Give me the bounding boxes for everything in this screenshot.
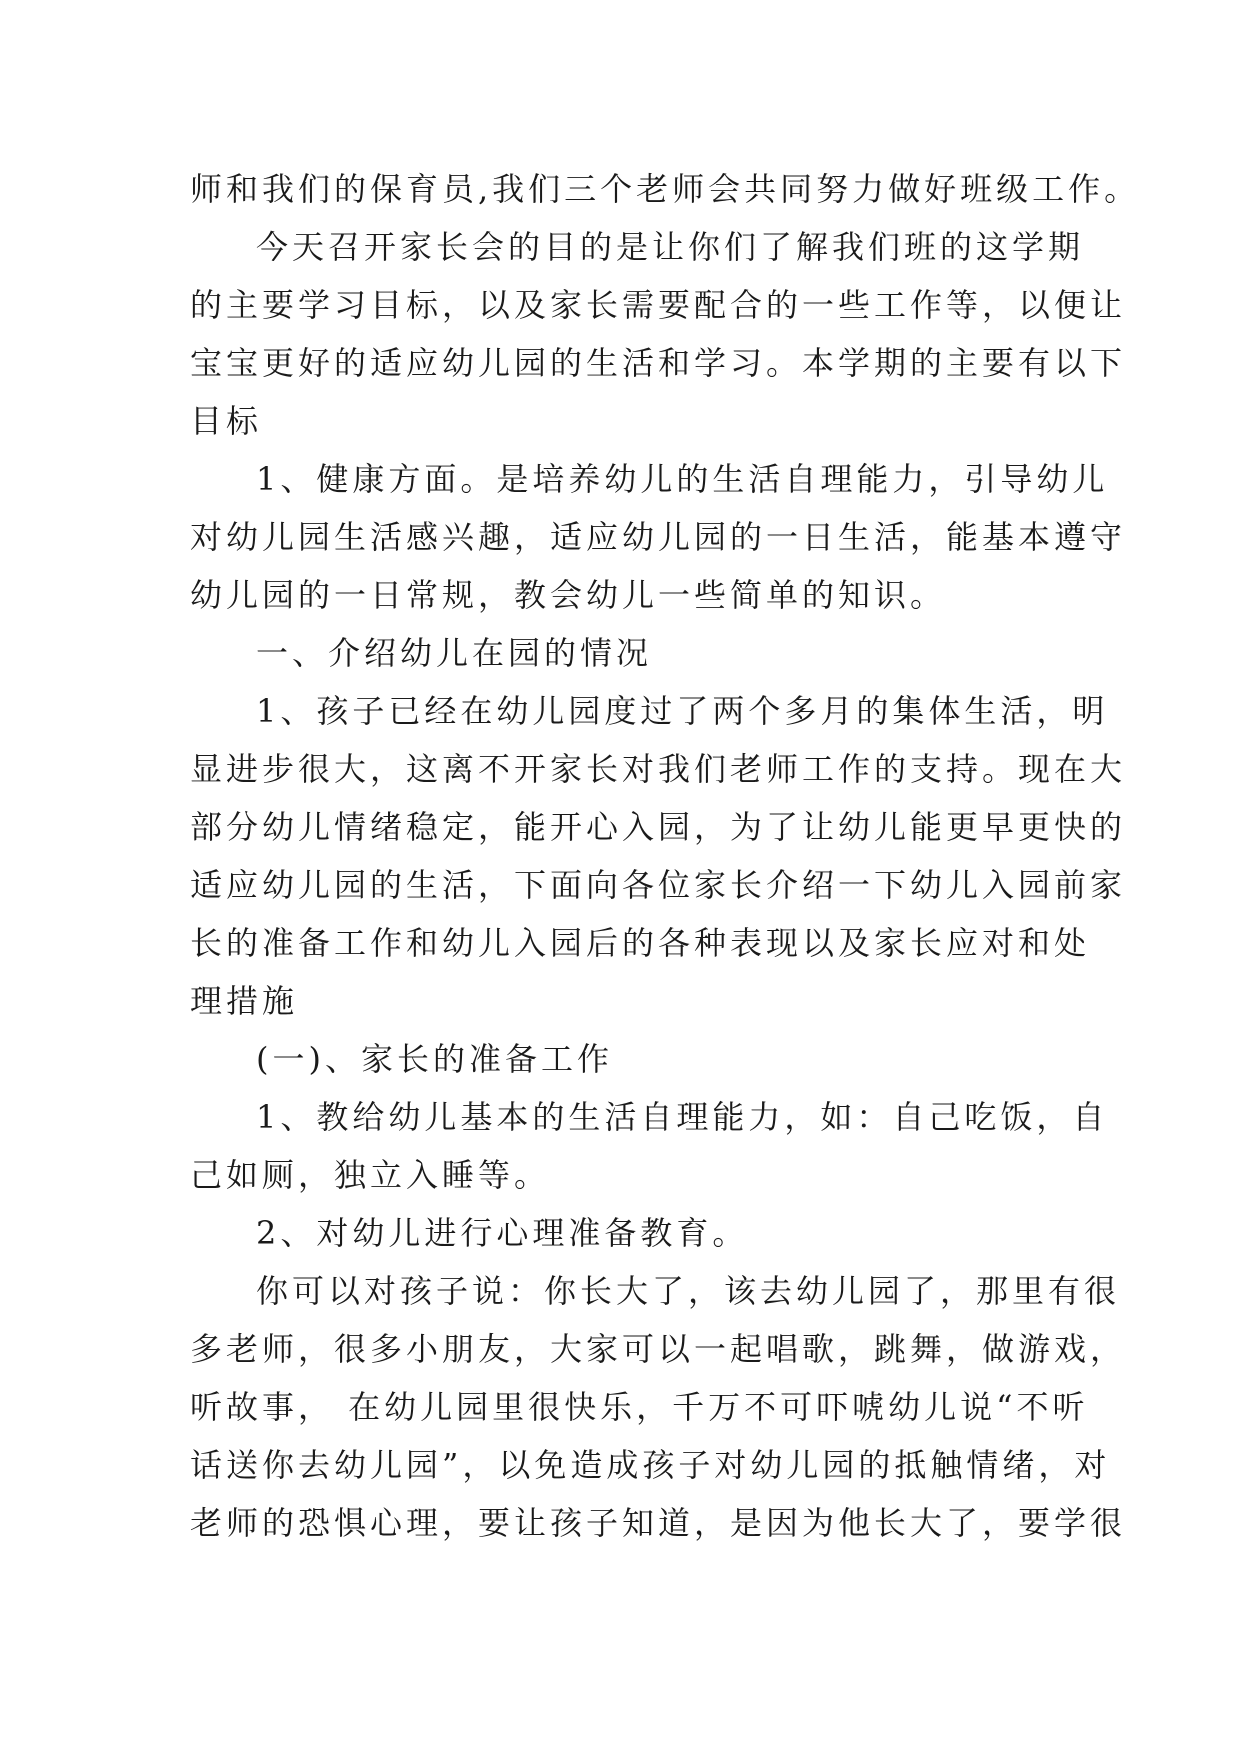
text-line: 显进步很大，这离不开家长对我们老师工作的支持。现在大 — [190, 750, 1127, 788]
text-line: 今天召开家长会的目的是让你们了解我们班的这学期 — [256, 228, 1085, 266]
text-line: 幼儿园的一日常规，教会幼儿一些简单的知识。 — [190, 576, 947, 614]
text-line: 你可以对孩子说：你长大了，该去幼儿园了，那里有很 — [256, 1272, 1121, 1310]
document-body — [190, 160, 1141, 1552]
text-line: 1、教给幼儿基本的生活自理能力，如：自己吃饭，自 — [256, 1098, 1109, 1136]
text-line: 对幼儿园生活感兴趣，适应幼儿园的一日生活，能基本遵守 — [190, 518, 1127, 556]
text-line: 理措施 — [190, 982, 299, 1020]
text-line: 老师的恐惧心理，要让孩子知道，是因为他长大了，要学很 — [190, 1504, 1127, 1542]
text-line: 适应幼儿园的生活，下面向各位家长介绍一下幼儿入园前家 — [190, 866, 1127, 904]
text-line: 的主要学习目标，以及家长需要配合的一些工作等，以便让 — [190, 286, 1127, 324]
text-line: 部分幼儿情绪稳定，能开心入园，为了让幼儿能更早更快的 — [190, 808, 1127, 846]
text-line: 目标 — [190, 402, 263, 440]
text-line: 长的准备工作和幼儿入园后的各种表现以及家长应对和处 — [190, 924, 1091, 962]
section-heading: 一、介绍幼儿在园的情况 — [256, 634, 653, 672]
text-line: 话送你去幼儿园”，以免造成孩子对幼儿园的抵触情绪，对 — [190, 1446, 1111, 1484]
text-line: 宝宝更好的适应幼儿园的生活和学习。本学期的主要有以下 — [190, 344, 1127, 382]
text-line: 2、对幼儿进行心理准备教育。 — [256, 1214, 749, 1252]
text-line: 多老师，很多小朋友，大家可以一起唱歌，跳舞，做游戏， — [190, 1330, 1127, 1368]
text-line: 1、孩子已经在幼儿园度过了两个多月的集体生活，明 — [256, 692, 1109, 730]
text-line: 师和我们的保育员,我们三个老师会共同努力做好班级工作。 — [190, 170, 1141, 208]
text-line: 己如厕，独立入睡等。 — [190, 1156, 551, 1194]
subsection-heading: (一)、家长的准备工作 — [256, 1040, 613, 1078]
text-line: 听故事， 在幼儿园里很快乐，千万不可吓唬幼儿说“不听 — [190, 1388, 1089, 1426]
text-line: 1、健康方面。是培养幼儿的生活自理能力，引导幼儿 — [256, 460, 1109, 498]
